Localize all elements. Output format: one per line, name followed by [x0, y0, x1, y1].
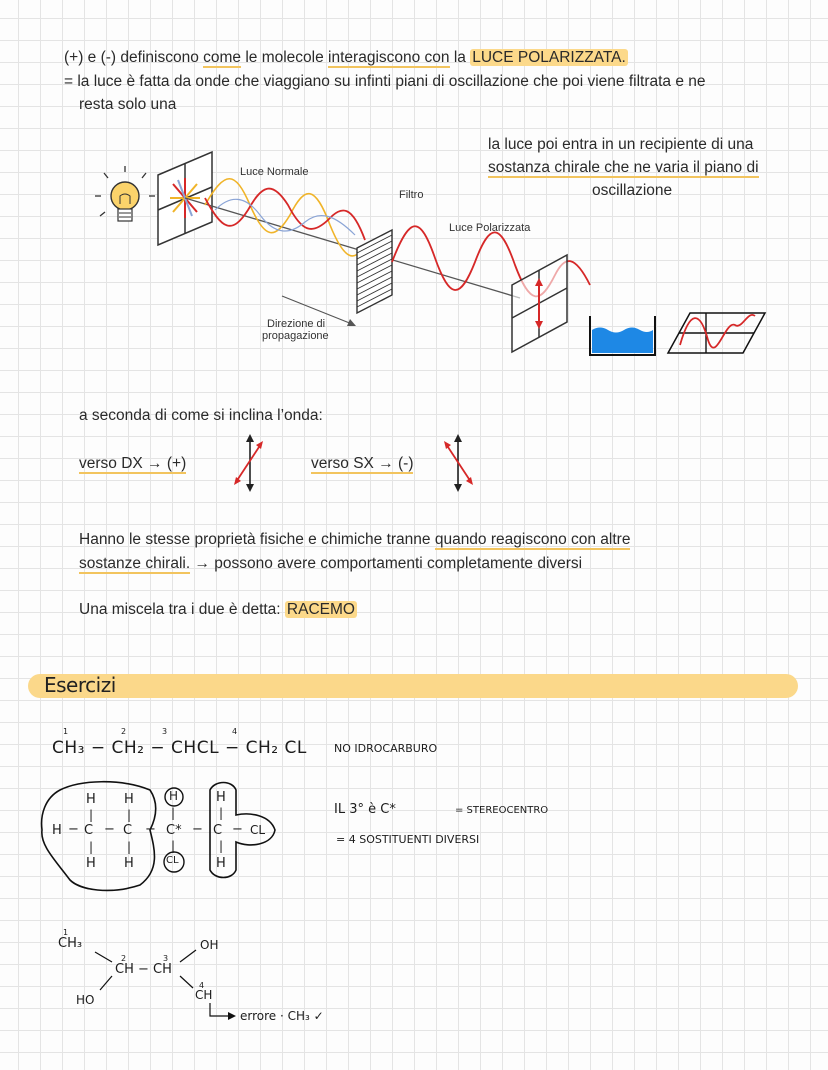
- side-note-line-3: oscillazione: [592, 182, 673, 199]
- f2-ch3: CH₃: [58, 936, 83, 951]
- s1-h-top-1: H: [86, 792, 96, 807]
- s1-bar-8: |: [219, 839, 224, 853]
- f2-num-2: 2: [121, 954, 127, 963]
- side-note-line-1: la luce poi entra in un recipiente di una: [488, 136, 754, 153]
- properties-prefix: Hanno le stesse proprietà fisiche e chimiche tranne: [79, 531, 435, 548]
- exercises-title: Esercizi: [44, 673, 116, 697]
- racemo-highlight: RACEMO: [286, 601, 355, 618]
- intro-interagiscono: interagiscono con: [328, 49, 450, 66]
- f2-ho: HO: [76, 993, 95, 1007]
- formula-1-num-4: 4: [232, 727, 238, 736]
- formula-1: CH₃ − CH₂ − CHCL − CH₂ CL: [52, 738, 307, 758]
- s1-c-3: C: [213, 823, 223, 838]
- s1-cstar: C*: [166, 823, 182, 838]
- stereocentro-note: = STEREOCENTRO: [455, 805, 549, 816]
- s1-bar-1: |: [89, 808, 94, 822]
- s1-h-top-3: H: [169, 789, 179, 803]
- f2-num-3: 3: [163, 954, 169, 963]
- f2-chain: CH − CH: [115, 962, 172, 977]
- label-filter: Filtro: [399, 189, 424, 201]
- properties-underline-1: quando reagiscono con altre: [434, 531, 631, 548]
- f2-ch-bottom: CH: [195, 988, 213, 1002]
- s1-bar-2: |: [127, 808, 132, 822]
- s1-bar-5: |: [89, 840, 94, 854]
- s1-cl-bottom: CL: [166, 855, 179, 866]
- intro-la: la: [449, 49, 471, 66]
- s1-dash-5: −: [232, 822, 243, 837]
- intro-line-3: resta solo una: [79, 96, 177, 113]
- intro-come: come: [203, 49, 242, 66]
- intro-prefix: (+) e (-) definiscono: [64, 49, 204, 66]
- s1-bar-6: |: [127, 840, 132, 854]
- intro-line-2: = la luce è fatta da onde che viaggiano su infinti piani di oscillazione che poi viene filtrata e ne: [64, 73, 706, 90]
- no-idrocarburo: NO IDROCARBURO: [334, 742, 438, 755]
- label-polarized-light: Luce Polarizzata: [449, 222, 531, 234]
- s1-dash-4: −: [192, 822, 203, 837]
- s1-h-bottom-2: H: [124, 856, 134, 871]
- incline-heading: a seconda di come si inclina l’onda:: [79, 407, 323, 424]
- formula-1-num-1: 1: [63, 727, 69, 736]
- s1-bar-4: |: [219, 806, 224, 820]
- s1-cl-right: CL: [250, 823, 266, 837]
- s1-c-1: C: [84, 823, 94, 838]
- label-normal-light: Luce Normale: [240, 166, 309, 178]
- il-3-note: IL 3° è C*: [334, 802, 396, 817]
- label-direction-1: Direzione di: [267, 318, 326, 330]
- s1-h-bottom-4: H: [216, 856, 226, 871]
- four-substituents-note: = 4 SOSTITUENTI DIVERSI: [336, 833, 480, 846]
- formula-1-num-2: 2: [121, 727, 127, 736]
- s1-dash-1: −: [68, 822, 79, 837]
- s1-h-left: H: [52, 823, 62, 838]
- s1-h-bottom-1: H: [86, 856, 96, 871]
- s1-bar-3: |: [171, 806, 176, 820]
- racemo-prefix: Una miscela tra i due è detta:: [79, 601, 285, 618]
- label-direction-2: propagazione: [262, 330, 329, 342]
- properties-rest: → possono avere comportamenti completamente diversi: [190, 555, 583, 572]
- s1-h-top-2: H: [124, 792, 134, 807]
- side-note-line-2-text: sostanza chirale che ne varia il piano di: [488, 159, 759, 176]
- intro-highlight: LUCE POLARIZZATA.: [472, 49, 626, 66]
- formula-1-num-3: 3: [162, 727, 168, 736]
- f2-num-1: 1: [63, 928, 69, 937]
- incline-sx-text: verso SX → (-): [311, 455, 414, 472]
- s1-dash-3: −: [145, 822, 156, 837]
- s1-bar-7: |: [171, 839, 176, 853]
- s1-dash-2: −: [104, 822, 115, 837]
- intro-mid: le molecole: [241, 49, 329, 66]
- error-note: errore · CH₃ ✓: [240, 1009, 324, 1023]
- incline-dx-text: verso DX → (+): [79, 455, 187, 472]
- f2-num-4: 4: [199, 981, 205, 990]
- properties-underline-2: sostanze chirali.: [79, 555, 191, 572]
- s1-h-top-4: H: [216, 790, 226, 805]
- s1-c-2: C: [123, 823, 133, 838]
- f2-oh: OH: [200, 938, 219, 952]
